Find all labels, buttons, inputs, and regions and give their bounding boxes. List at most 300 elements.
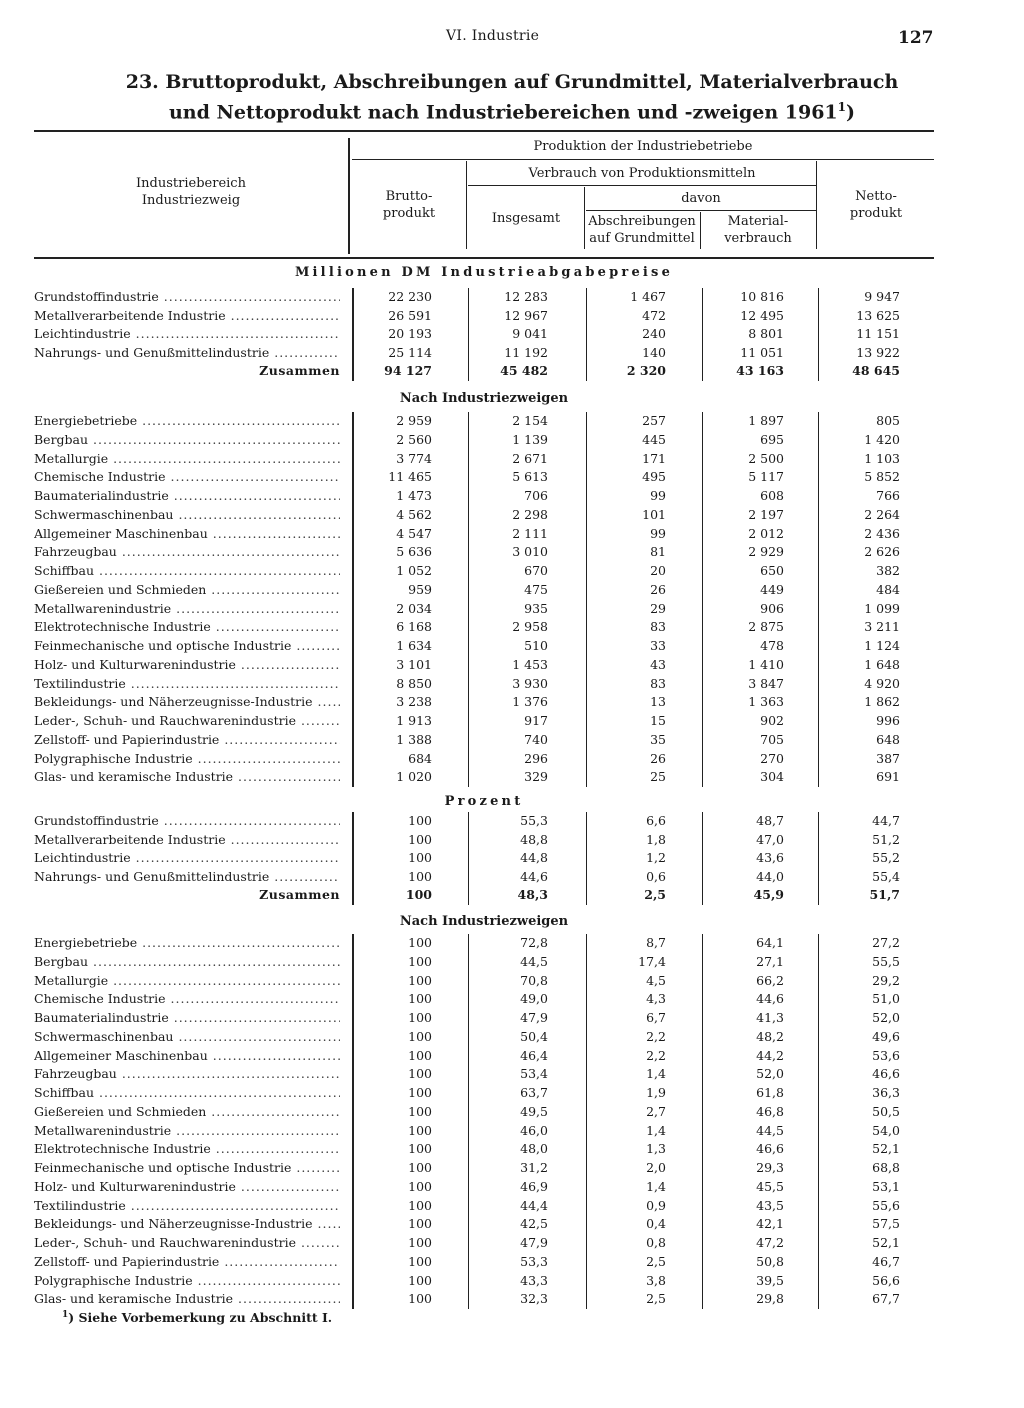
cell-insgesamt: 47,9 <box>520 1010 548 1025</box>
cell-material: 47,0 <box>756 831 784 847</box>
cell-insgesamt: 43,3 <box>520 1272 548 1288</box>
table-row <box>0 562 1024 581</box>
cell-netto: 55,6 <box>872 1197 900 1213</box>
table-row <box>0 581 1024 600</box>
row-label: Metallurgie ..... <box>34 972 340 991</box>
cell-abschreibungen: 4,5 <box>646 972 666 988</box>
cell-abschreibungen: 6,6 <box>646 813 666 828</box>
cell-brutto: 25 114 <box>388 344 432 360</box>
cell-abschreibungen: 25 <box>650 769 666 785</box>
cell-brutto: 100 <box>408 991 432 1007</box>
cell-abschreibungen: 171 <box>642 450 666 466</box>
row-label: Chemische Industrie ..... <box>34 468 340 487</box>
cell-netto: 4 920 <box>864 675 900 691</box>
cell-material: 1 410 <box>748 656 784 672</box>
cell-netto: 52,0 <box>872 1010 900 1025</box>
cell-abschreibungen: 1,3 <box>646 1141 666 1157</box>
table-row <box>0 543 1024 562</box>
cell-material: 43 163 <box>736 363 784 379</box>
cell-material: 52,0 <box>756 1066 784 1082</box>
table-row <box>0 812 1024 831</box>
cell-material: 2 929 <box>748 544 784 560</box>
row-label: Bekleidungs- und Näherzeugnisse-Industrie ..... <box>34 1215 340 1234</box>
cell-insgesamt: 5 613 <box>512 469 548 485</box>
table-row <box>0 618 1024 637</box>
cell-insgesamt: 706 <box>524 488 548 503</box>
row-label: Zellstoff- und Papierindustrie ..... <box>34 731 340 750</box>
cell-insgesamt: 55,3 <box>520 813 548 828</box>
cell-brutto: 1 020 <box>396 769 432 785</box>
abschreibungen-header-line1: Abschreibungen <box>588 214 696 229</box>
cell-material: 47,2 <box>756 1235 784 1250</box>
section-band: Prozent <box>444 794 524 809</box>
cell-abschreibungen: 2,2 <box>646 1047 666 1063</box>
cell-netto: 805 <box>876 413 900 428</box>
cell-abschreibungen: 1,4 <box>646 1178 666 1194</box>
cell-brutto: 100 <box>408 1103 432 1119</box>
cell-insgesamt: 46,0 <box>520 1122 548 1138</box>
cell-brutto: 100 <box>408 1235 432 1250</box>
row-label: Textilindustrie ..... <box>34 675 340 694</box>
cell-netto: 648 <box>876 731 900 747</box>
row-label: Baumaterialindustrie ..... <box>34 487 340 506</box>
cell-insgesamt: 740 <box>524 731 548 747</box>
cell-material: 650 <box>760 563 784 578</box>
cell-abschreibungen: 2,2 <box>646 1028 666 1044</box>
row-label: Nahrungs- und Genußmittelindustrie ..... <box>34 868 340 887</box>
cell-insgesamt: 9 041 <box>512 326 548 342</box>
cell-netto: 2 626 <box>864 544 900 560</box>
cell-abschreibungen: 43 <box>650 656 666 672</box>
row-label: Fahrzeugbau ..... <box>34 1065 340 1084</box>
row-label: Zusammen <box>259 363 340 379</box>
abschreibungen-header <box>584 213 700 247</box>
cell-abschreibungen: 99 <box>650 525 666 541</box>
cell-netto: 55,2 <box>872 850 900 866</box>
table-row <box>0 1084 1024 1103</box>
cell-insgesamt: 917 <box>524 713 548 728</box>
table-row <box>0 712 1024 731</box>
title-footnote-mark: 1 <box>837 100 847 114</box>
cell-brutto: 22 230 <box>388 289 432 304</box>
cell-netto: 46,7 <box>872 1253 900 1269</box>
cell-insgesamt: 45 482 <box>500 363 548 379</box>
cell-abschreibungen: 8,7 <box>646 935 666 950</box>
table-row <box>0 1140 1024 1159</box>
section-band: Nach Industriezweigen <box>399 391 569 406</box>
header-bottom-rule <box>34 257 934 259</box>
production-header: Produktion der Industriebetriebe <box>533 139 753 154</box>
cell-abschreibungen: 140 <box>642 344 666 360</box>
table-row <box>0 1047 1024 1066</box>
cell-abschreibungen: 472 <box>642 307 666 323</box>
cell-material: 1 897 <box>748 413 784 428</box>
cell-netto: 387 <box>876 750 900 766</box>
cell-brutto: 100 <box>408 953 432 969</box>
cell-material: 48,2 <box>756 1028 784 1044</box>
cell-insgesamt: 31,2 <box>520 1160 548 1175</box>
row-label: Feinmechanische und optische Industrie ..... <box>34 1159 340 1178</box>
row-label: Schwermaschinenbau ..... <box>34 506 340 525</box>
cell-abschreibungen: 99 <box>650 488 666 503</box>
cell-netto: 691 <box>876 769 900 785</box>
cell-material: 44,0 <box>756 868 784 884</box>
table-row <box>0 600 1024 619</box>
cell-abschreibungen: 1,4 <box>646 1122 666 1138</box>
cell-material: 2 197 <box>748 506 784 522</box>
cell-brutto: 100 <box>405 887 432 903</box>
row-label: Baumaterialindustrie ..... <box>34 1009 340 1028</box>
cell-brutto: 1 473 <box>396 488 432 503</box>
cell-abschreibungen: 35 <box>650 731 666 747</box>
rule-production <box>352 159 934 160</box>
cell-brutto: 8 850 <box>396 675 432 691</box>
cell-brutto: 1 634 <box>396 638 432 653</box>
table-row <box>0 1009 1024 1028</box>
table-row <box>0 450 1024 469</box>
row-label: Polygraphische Industrie ..... <box>34 750 340 769</box>
cell-material: 46,8 <box>756 1103 784 1119</box>
row-label: Metallverarbeitende Industrie ..... <box>34 307 340 326</box>
cell-brutto: 11 465 <box>388 469 432 485</box>
cell-material: 66,2 <box>756 972 784 988</box>
row-label: Schwermaschinenbau ..... <box>34 1028 340 1047</box>
cell-abschreibungen: 20 <box>650 563 666 578</box>
cell-insgesamt: 3 010 <box>512 544 548 560</box>
cell-brutto: 100 <box>408 1160 432 1175</box>
cell-insgesamt: 1 139 <box>512 431 548 447</box>
cell-netto: 5 852 <box>864 469 900 485</box>
cell-material: 43,5 <box>756 1197 784 1213</box>
cell-netto: 1 103 <box>864 450 900 466</box>
footnote-text: ) Siehe Vorbemerkung zu Abschnitt I. <box>68 1310 333 1326</box>
cell-material: 10 816 <box>740 289 784 304</box>
row-label: Zusammen <box>259 887 340 903</box>
insgesamt-header: Insgesamt <box>491 211 561 226</box>
table-row <box>0 750 1024 769</box>
cell-insgesamt: 53,3 <box>520 1253 548 1269</box>
cell-insgesamt: 48,0 <box>520 1141 548 1157</box>
cell-brutto: 100 <box>408 1291 432 1307</box>
table-row <box>0 731 1024 750</box>
abschreibungen-header-line2: auf Grundmittel <box>589 231 695 246</box>
cell-brutto: 100 <box>408 1066 432 1082</box>
cell-insgesamt: 49,0 <box>520 991 548 1007</box>
cell-insgesamt: 44,4 <box>520 1197 548 1213</box>
vrule-material <box>816 161 817 249</box>
table-row <box>0 468 1024 487</box>
table-row <box>0 1290 1024 1309</box>
cell-brutto: 1 388 <box>396 731 432 747</box>
cell-brutto: 100 <box>408 1010 432 1025</box>
brutto-header-line1: Brutto- <box>385 189 433 204</box>
cell-brutto: 100 <box>408 1141 432 1157</box>
cell-abschreibungen: 0,6 <box>646 868 666 884</box>
cell-material: 44,5 <box>756 1122 784 1138</box>
cell-insgesamt: 3 930 <box>512 675 548 691</box>
row-label: Allgemeiner Maschinenbau ..... <box>34 525 340 544</box>
cell-insgesamt: 510 <box>524 638 548 653</box>
row-label: Metallurgie ..... <box>34 450 340 469</box>
cell-netto: 13 625 <box>856 307 900 323</box>
cell-netto: 50,5 <box>872 1103 900 1119</box>
row-label: Gießereien und Schmieden ..... <box>34 581 340 600</box>
cell-abschreibungen: 240 <box>642 326 666 342</box>
cell-insgesamt: 49,5 <box>520 1103 548 1119</box>
cell-netto: 484 <box>876 581 900 597</box>
table-row <box>0 487 1024 506</box>
table-row <box>0 1178 1024 1197</box>
cell-insgesamt: 46,4 <box>520 1047 548 1063</box>
cell-netto: 68,8 <box>872 1160 900 1175</box>
cell-insgesamt: 11 192 <box>504 344 548 360</box>
cell-material: 27,1 <box>756 953 784 969</box>
nettoprodukt-header <box>818 188 934 222</box>
cell-brutto: 100 <box>408 1197 432 1213</box>
cell-netto: 36,3 <box>872 1085 900 1100</box>
table-row <box>0 831 1024 850</box>
row-label: Leder-, Schuh- und Rauchwarenindustrie ..... <box>34 1234 340 1253</box>
cell-brutto: 100 <box>408 868 432 884</box>
cell-material: 42,1 <box>756 1216 784 1232</box>
cell-insgesamt: 53,4 <box>520 1066 548 1082</box>
cell-insgesamt: 2 671 <box>512 450 548 466</box>
cell-material: 45,9 <box>753 887 784 903</box>
table-row <box>0 868 1024 887</box>
cell-brutto: 3 101 <box>396 656 432 672</box>
row-label: Metallverarbeitende Industrie ..... <box>34 831 340 850</box>
cell-netto: 53,6 <box>872 1047 900 1063</box>
cell-abschreibungen: 2,0 <box>646 1160 666 1175</box>
cell-insgesamt: 935 <box>524 600 548 616</box>
table-row <box>0 344 1024 363</box>
cell-abschreibungen: 1,2 <box>646 850 666 866</box>
cell-material: 1 363 <box>748 694 784 710</box>
row-label: Bekleidungs- und Näherzeugnisse-Industrie ..... <box>34 693 340 712</box>
cell-insgesamt: 32,3 <box>520 1291 548 1307</box>
cell-abschreibungen: 17,4 <box>638 953 666 969</box>
row-label: Grundstoffindustrie ..... <box>34 288 340 307</box>
cell-material: 44,2 <box>756 1047 784 1063</box>
cell-insgesamt: 48,3 <box>517 887 548 903</box>
cell-brutto: 6 168 <box>396 619 432 635</box>
section-band: Millionen DM Industrieabgabepreise <box>294 265 674 280</box>
table-row <box>0 1215 1024 1234</box>
cell-netto: 29,2 <box>872 972 900 988</box>
row-label: Chemische Industrie ..... <box>34 990 340 1009</box>
cell-material: 270 <box>760 750 784 766</box>
row-label: Leichtindustrie ..... <box>34 325 340 344</box>
cell-abschreibungen: 29 <box>650 600 666 616</box>
cell-material: 48,7 <box>756 813 784 828</box>
row-label: Feinmechanische und optische Industrie ..... <box>34 637 340 656</box>
total-row <box>0 362 1024 381</box>
cell-abschreibungen: 1,8 <box>646 831 666 847</box>
table-row <box>0 1122 1024 1141</box>
table-row <box>0 972 1024 991</box>
table-row <box>0 953 1024 972</box>
table-row <box>0 693 1024 712</box>
cell-material: 902 <box>760 713 784 728</box>
table-row <box>0 412 1024 431</box>
cell-material: 44,6 <box>756 991 784 1007</box>
table-row <box>0 506 1024 525</box>
cell-material: 478 <box>760 638 784 653</box>
cell-abschreibungen: 0,8 <box>646 1235 666 1250</box>
cell-brutto: 100 <box>408 935 432 950</box>
table-row <box>0 1253 1024 1272</box>
cell-brutto: 100 <box>408 850 432 866</box>
cell-netto: 11 151 <box>856 326 900 342</box>
cell-insgesamt: 1 453 <box>512 656 548 672</box>
cell-abschreibungen: 26 <box>650 581 666 597</box>
cell-material: 2 500 <box>748 450 784 466</box>
table-row <box>0 1272 1024 1291</box>
title-text-2: und Nettoprodukt nach Industriebereichen und -zweigen 1961 <box>168 101 838 124</box>
table-row <box>0 307 1024 326</box>
table-row <box>0 637 1024 656</box>
row-label: Nahrungs- und Genußmittelindustrie ..... <box>34 344 340 363</box>
row-label: Polygraphische Industrie ..... <box>34 1272 340 1291</box>
cell-brutto: 959 <box>408 581 432 597</box>
row-label: Bergbau ..... <box>34 953 340 972</box>
table-number: 23. <box>125 71 159 93</box>
row-label: Metallwarenindustrie ..... <box>34 1122 340 1141</box>
table-row <box>0 1028 1024 1047</box>
cell-netto: 53,1 <box>872 1178 900 1194</box>
vrule-stub <box>348 138 350 254</box>
cell-material: 29,8 <box>756 1291 784 1307</box>
cell-netto: 52,1 <box>872 1235 900 1250</box>
cell-netto: 49,6 <box>872 1028 900 1044</box>
cell-brutto: 100 <box>408 831 432 847</box>
cell-abschreibungen: 101 <box>642 506 666 522</box>
row-label: Glas- und keramische Industrie ..... <box>34 1290 340 1309</box>
cell-insgesamt: 2 958 <box>512 619 548 635</box>
row-label: Fahrzeugbau ..... <box>34 543 340 562</box>
row-label: Textilindustrie ..... <box>34 1197 340 1216</box>
table-row <box>0 1159 1024 1178</box>
cell-insgesamt: 42,5 <box>520 1216 548 1232</box>
davon-header: davon <box>681 191 721 206</box>
cell-insgesamt: 44,6 <box>520 868 548 884</box>
cell-abschreibungen: 495 <box>642 469 666 485</box>
row-label: Elektrotechnische Industrie ..... <box>34 618 340 637</box>
cell-insgesamt: 44,5 <box>520 953 548 969</box>
cell-abschreibungen: 2,5 <box>646 1253 666 1269</box>
rule-consumption <box>468 185 816 186</box>
cell-netto: 1 124 <box>864 638 900 653</box>
table-row <box>0 675 1024 694</box>
materialverbrauch-header-line2: verbrauch <box>724 231 792 246</box>
cell-brutto: 684 <box>408 750 432 766</box>
row-label: Allgemeiner Maschinenbau ..... <box>34 1047 340 1066</box>
cell-material: 608 <box>760 488 784 503</box>
cell-material: 64,1 <box>756 935 784 950</box>
cell-insgesamt: 2 111 <box>512 525 548 541</box>
cell-brutto: 3 774 <box>396 450 432 466</box>
cell-netto: 9 947 <box>864 289 900 304</box>
cell-material: 45,5 <box>756 1178 784 1194</box>
row-label: Holz- und Kulturwarenindustrie ..... <box>34 1178 340 1197</box>
cell-abschreibungen: 33 <box>650 638 666 653</box>
cell-insgesamt: 1 376 <box>512 694 548 710</box>
row-label: Grundstoffindustrie ..... <box>34 812 340 831</box>
cell-netto: 1 862 <box>864 694 900 710</box>
cell-brutto: 1 052 <box>396 563 432 578</box>
cell-material: 304 <box>760 769 784 785</box>
cell-insgesamt: 48,8 <box>520 831 548 847</box>
title-line-2 <box>40 95 984 125</box>
cell-insgesamt: 70,8 <box>520 972 548 988</box>
cell-brutto: 26 591 <box>388 307 432 323</box>
cell-netto: 766 <box>876 488 900 503</box>
title-line-1 <box>40 70 984 95</box>
cell-material: 8 801 <box>748 326 784 342</box>
cell-netto: 48 645 <box>852 363 900 379</box>
table-row <box>0 768 1024 787</box>
cell-netto: 1 099 <box>864 600 900 616</box>
section-band: Nach Industriezweigen <box>399 914 569 929</box>
cell-material: 5 117 <box>748 469 784 485</box>
cell-insgesamt: 475 <box>524 581 548 597</box>
cell-insgesamt: 63,7 <box>520 1085 548 1100</box>
cell-netto: 44,7 <box>872 813 900 828</box>
cell-abschreibungen: 13 <box>650 694 666 710</box>
cell-abschreibungen: 2,7 <box>646 1103 666 1119</box>
footnote-mark: 1 <box>62 1310 69 1320</box>
table-row <box>0 525 1024 544</box>
cell-brutto: 100 <box>408 1047 432 1063</box>
cell-abschreibungen: 6,7 <box>646 1010 666 1025</box>
row-label: Bergbau ..... <box>34 431 340 450</box>
cell-abschreibungen: 2,5 <box>644 887 666 903</box>
cell-insgesamt: 72,8 <box>520 935 548 950</box>
brutto-header <box>352 188 466 222</box>
header-top-rule <box>34 130 934 132</box>
row-label: Zellstoff- und Papierindustrie ..... <box>34 1253 340 1272</box>
cell-abschreibungen: 257 <box>642 413 666 428</box>
table-row <box>0 288 1024 307</box>
cell-brutto: 94 127 <box>384 363 432 379</box>
cell-insgesamt: 12 967 <box>504 307 548 323</box>
cell-brutto: 2 034 <box>396 600 432 616</box>
cell-abschreibungen: 3,8 <box>646 1272 666 1288</box>
table-row <box>0 325 1024 344</box>
cell-abschreibungen: 15 <box>650 713 666 728</box>
cell-netto: 55,5 <box>872 953 900 969</box>
cell-brutto: 4 547 <box>396 525 432 541</box>
section-title: VI. Industrie <box>446 28 540 44</box>
cell-abschreibungen: 1,4 <box>646 1066 666 1082</box>
cell-material: 46,6 <box>756 1141 784 1157</box>
cell-insgesamt: 50,4 <box>520 1028 548 1044</box>
table-row <box>0 934 1024 953</box>
cell-netto: 51,0 <box>872 991 900 1007</box>
cell-abschreibungen: 2 320 <box>626 363 666 379</box>
cell-insgesamt: 329 <box>524 769 548 785</box>
cell-brutto: 2 959 <box>396 413 432 428</box>
cell-brutto: 3 238 <box>396 694 432 710</box>
table-row <box>0 990 1024 1009</box>
cell-netto: 1 420 <box>864 431 900 447</box>
cell-abschreibungen: 2,5 <box>646 1291 666 1307</box>
table-row <box>0 431 1024 450</box>
cell-insgesamt: 2 154 <box>512 413 548 428</box>
cell-netto: 3 211 <box>864 619 900 635</box>
cell-brutto: 100 <box>408 1178 432 1194</box>
cell-netto: 67,7 <box>872 1291 900 1307</box>
